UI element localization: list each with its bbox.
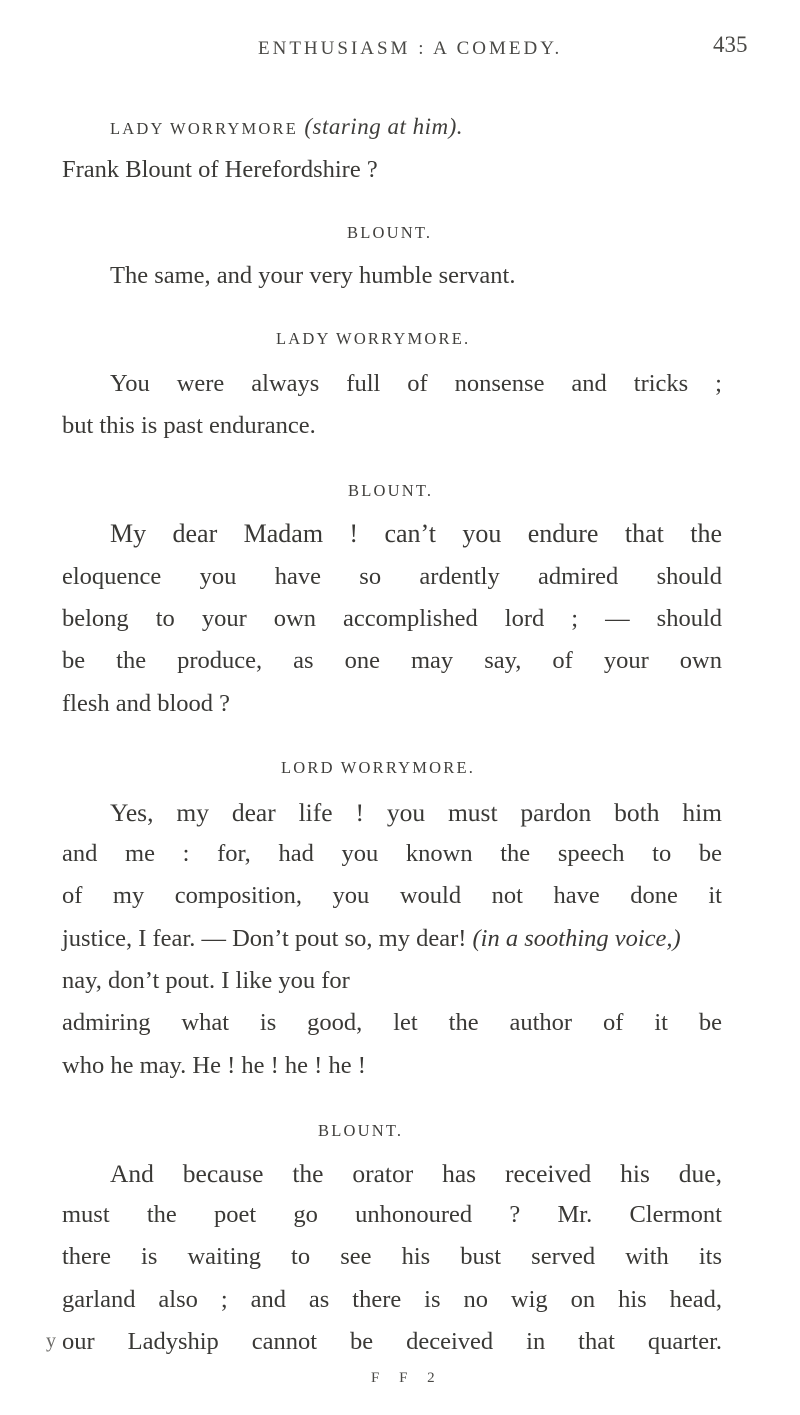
- dialogue-line: eloquence you have so ardently admired should: [62, 563, 722, 590]
- dialogue-line: must the poet go unhonoured ? Mr. Clermont: [62, 1201, 722, 1228]
- stage-direction: (in a soothing voice,): [472, 925, 681, 952]
- dialogue-text: nay, don’t pout. I like you for: [62, 967, 350, 994]
- signature-mark: F F 2: [371, 1370, 443, 1386]
- dialogue-line: belong to your own accomplished lord ; — should: [62, 605, 722, 632]
- dialogue-line: The same, and your very humble servant.: [110, 262, 516, 289]
- dialogue-line: garland also ; and as there is no wig on his head,: [62, 1286, 722, 1313]
- dialogue-line: but this is past endurance.: [62, 412, 316, 439]
- dialogue-line: You were always full of nonsense and tricks ;: [110, 370, 722, 397]
- stage-direction: (staring at him).: [304, 114, 463, 139]
- dialogue-line: [62, 925, 681, 953]
- speaker-name: LADY WORRYMORE.: [276, 329, 471, 348]
- dialogue-line: our Ladyship cannot be deceived in that quarter.: [62, 1328, 722, 1355]
- page-number: 435: [713, 32, 748, 57]
- dialogue-line: [62, 967, 350, 995]
- speaker-line: [110, 114, 463, 140]
- speaker-name: BLOUNT.: [347, 223, 433, 242]
- dialogue-text: justice, I fear. — Don’t pout so, my dear!: [62, 925, 467, 952]
- dialogue-line: admiring what is good, let the author of it be: [62, 1009, 722, 1036]
- speaker-name: LORD WORRYMORE.: [281, 758, 476, 777]
- margin-mark: y: [46, 1330, 56, 1352]
- dialogue-line: And because the orator has received his due,: [110, 1159, 722, 1188]
- speaker-name: LADY WORRYMORE: [110, 119, 299, 138]
- dialogue-line: of my composition, you would not have done it: [62, 882, 722, 909]
- speaker-name: BLOUNT.: [348, 481, 434, 500]
- running-title: ENTHUSIASM : A COMEDY.: [258, 38, 563, 59]
- speaker-name: BLOUNT.: [318, 1121, 404, 1140]
- dialogue-line: My dear Madam ! can’t you endure that the: [110, 519, 722, 548]
- dialogue-line: Yes, my dear life ! you must pardon both him: [110, 798, 722, 827]
- dialogue-line: Frank Blount of Herefordshire ?: [62, 156, 378, 183]
- dialogue-line: and me : for, had you known the speech to be: [62, 840, 722, 867]
- dialogue-line: who he may. He ! he ! he ! he !: [62, 1052, 366, 1079]
- dialogue-line: there is waiting to see his bust served with its: [62, 1243, 722, 1270]
- dialogue-line: be the produce, as one may say, of your own: [62, 647, 722, 674]
- dialogue-line: flesh and blood ?: [62, 690, 231, 717]
